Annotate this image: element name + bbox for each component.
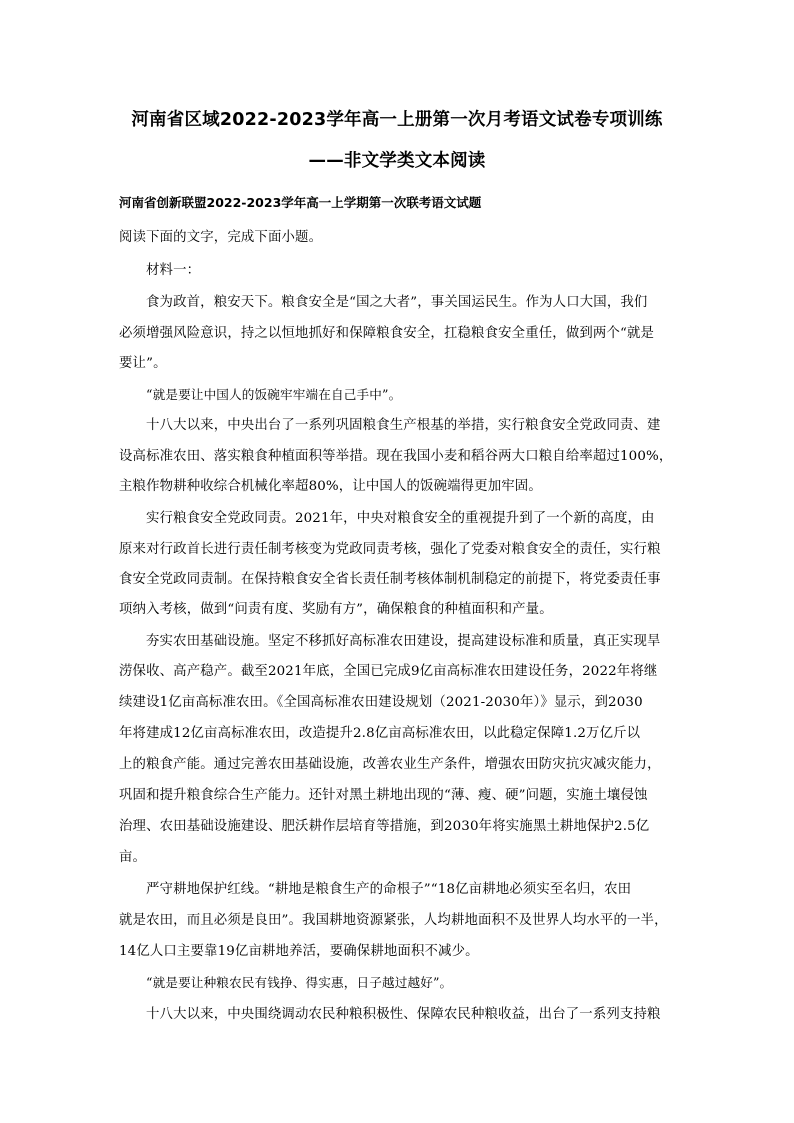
paragraph-line: 食为政首，粮安天下。粮食安全是“国之大者”，事关国运民生。作为人口大国，我们 <box>146 295 648 310</box>
material-label: 材料一： <box>146 263 201 278</box>
document-title-line-1: 河南省区域2022-2023学年高一上册第一次月考语文试卷专项训练 <box>131 110 663 130</box>
paragraph-line: 食安全党政同责制。在保持粮食安全省长责任制考核体制机制稳定的前提下，将党委责任事 <box>119 572 661 587</box>
paragraph-line: 就是农田，而且必须是良田”。我国耕地资源紧张，人均耕地面积不及世界人均水平的一半， <box>119 913 668 928</box>
paragraph-line: 巩固和提升粮食综合生产能力。还针对黑土耕地出现的“薄、瘦、硬”问题，实施土壤侵蚀 <box>119 788 648 803</box>
paragraph-line: 14亿人口主要靠19亿亩耕地养活，要确保耕地面积不减少。 <box>119 944 479 959</box>
paragraph-line: 项纳入考核，做到“问责有度、奖励有方”，确保粮食的种植面积和产量。 <box>119 602 553 617</box>
paragraph-line: 治理、农田基础设施建设、肥沃耕作层培育等措施，到2030年将实施黑土耕地保护2.5亿 <box>119 819 650 834</box>
paragraph-line: 亩。 <box>119 850 147 865</box>
instruction-text: 阅读下面的文字，完成下面小题。 <box>119 230 323 245</box>
paragraph-line: 上的粮食产能。通过完善农田基础设施，改善农业生产条件，增强农田防灾抗灾减灾能力， <box>119 757 661 772</box>
document-title-line-2: ——非文学类文本阅读 <box>308 151 486 171</box>
paragraph-line: 原来对行政首长进行责任制考核变为党政同责考核，强化了党委对粮食安全的责任，实行粮 <box>119 542 661 557</box>
paragraph-line: 夯实农田基础设施。坚定不移抓好高标准农田建设，提高建设标准和质量，真正实现旱 <box>146 634 661 649</box>
paragraph-line: 续建设1亿亩高标准农田。《全国高标准农田建设规划（2021-2030年）》显示，到2030 <box>119 695 643 710</box>
exam-source-heading: 河南省创新联盟2022-2023学年高一上学期第一次联考语文试题 <box>119 195 482 210</box>
paragraph-line: 涝保收、高产稳产。截至2021年底，全国已完成9亿亩高标准农田建设任务，2022年将继 <box>119 664 658 679</box>
paragraph-line: 主粮作物耕种收综合机械化率超80%，让中国人的饭碗端得更加牢固。 <box>119 479 542 494</box>
paragraph-line: 年将建成12亿亩高标准农田，改造提升2.8亿亩高标准农田，以此稳定保障1.2万亿斤以 <box>119 726 641 741</box>
quote-heading: “就是要让种粮农民有钱挣、得实惠，日子越过越好”。 <box>146 975 453 990</box>
paragraph-line: 十八大以来，中央围绕调动农民种粮积极性、保障农民种粮收益，出台了一系列支持粮 <box>146 1007 661 1022</box>
paragraph-line: 十八大以来，中央出台了一系列巩固粮食生产根基的举措，实行粮食安全党政同责、建 <box>146 418 661 433</box>
paragraph-line: 严守耕地保护红线。“耕地是粮食生产的命根子”“18亿亩耕地必须实至名归，农田 <box>146 882 632 897</box>
quote-heading: “就是要让中国人的饭碗牢牢端在自己手中”。 <box>146 387 402 402</box>
paragraph-line: 设高标准农田、落实粮食种植面积等举措。现在我国小麦和稻谷两大口粮自给率超过100%， <box>119 449 673 464</box>
paragraph-line: 必须增强风险意识，持之以恒地抓好和保障粮食安全，扛稳粮食安全重任，做到两个“就是 <box>119 326 655 341</box>
paragraph-line: 实行粮食安全党政同责。2021年，中央对粮食安全的重视提升到了一个新的高度，由 <box>146 511 655 526</box>
paragraph-line: 要让”。 <box>119 356 167 371</box>
